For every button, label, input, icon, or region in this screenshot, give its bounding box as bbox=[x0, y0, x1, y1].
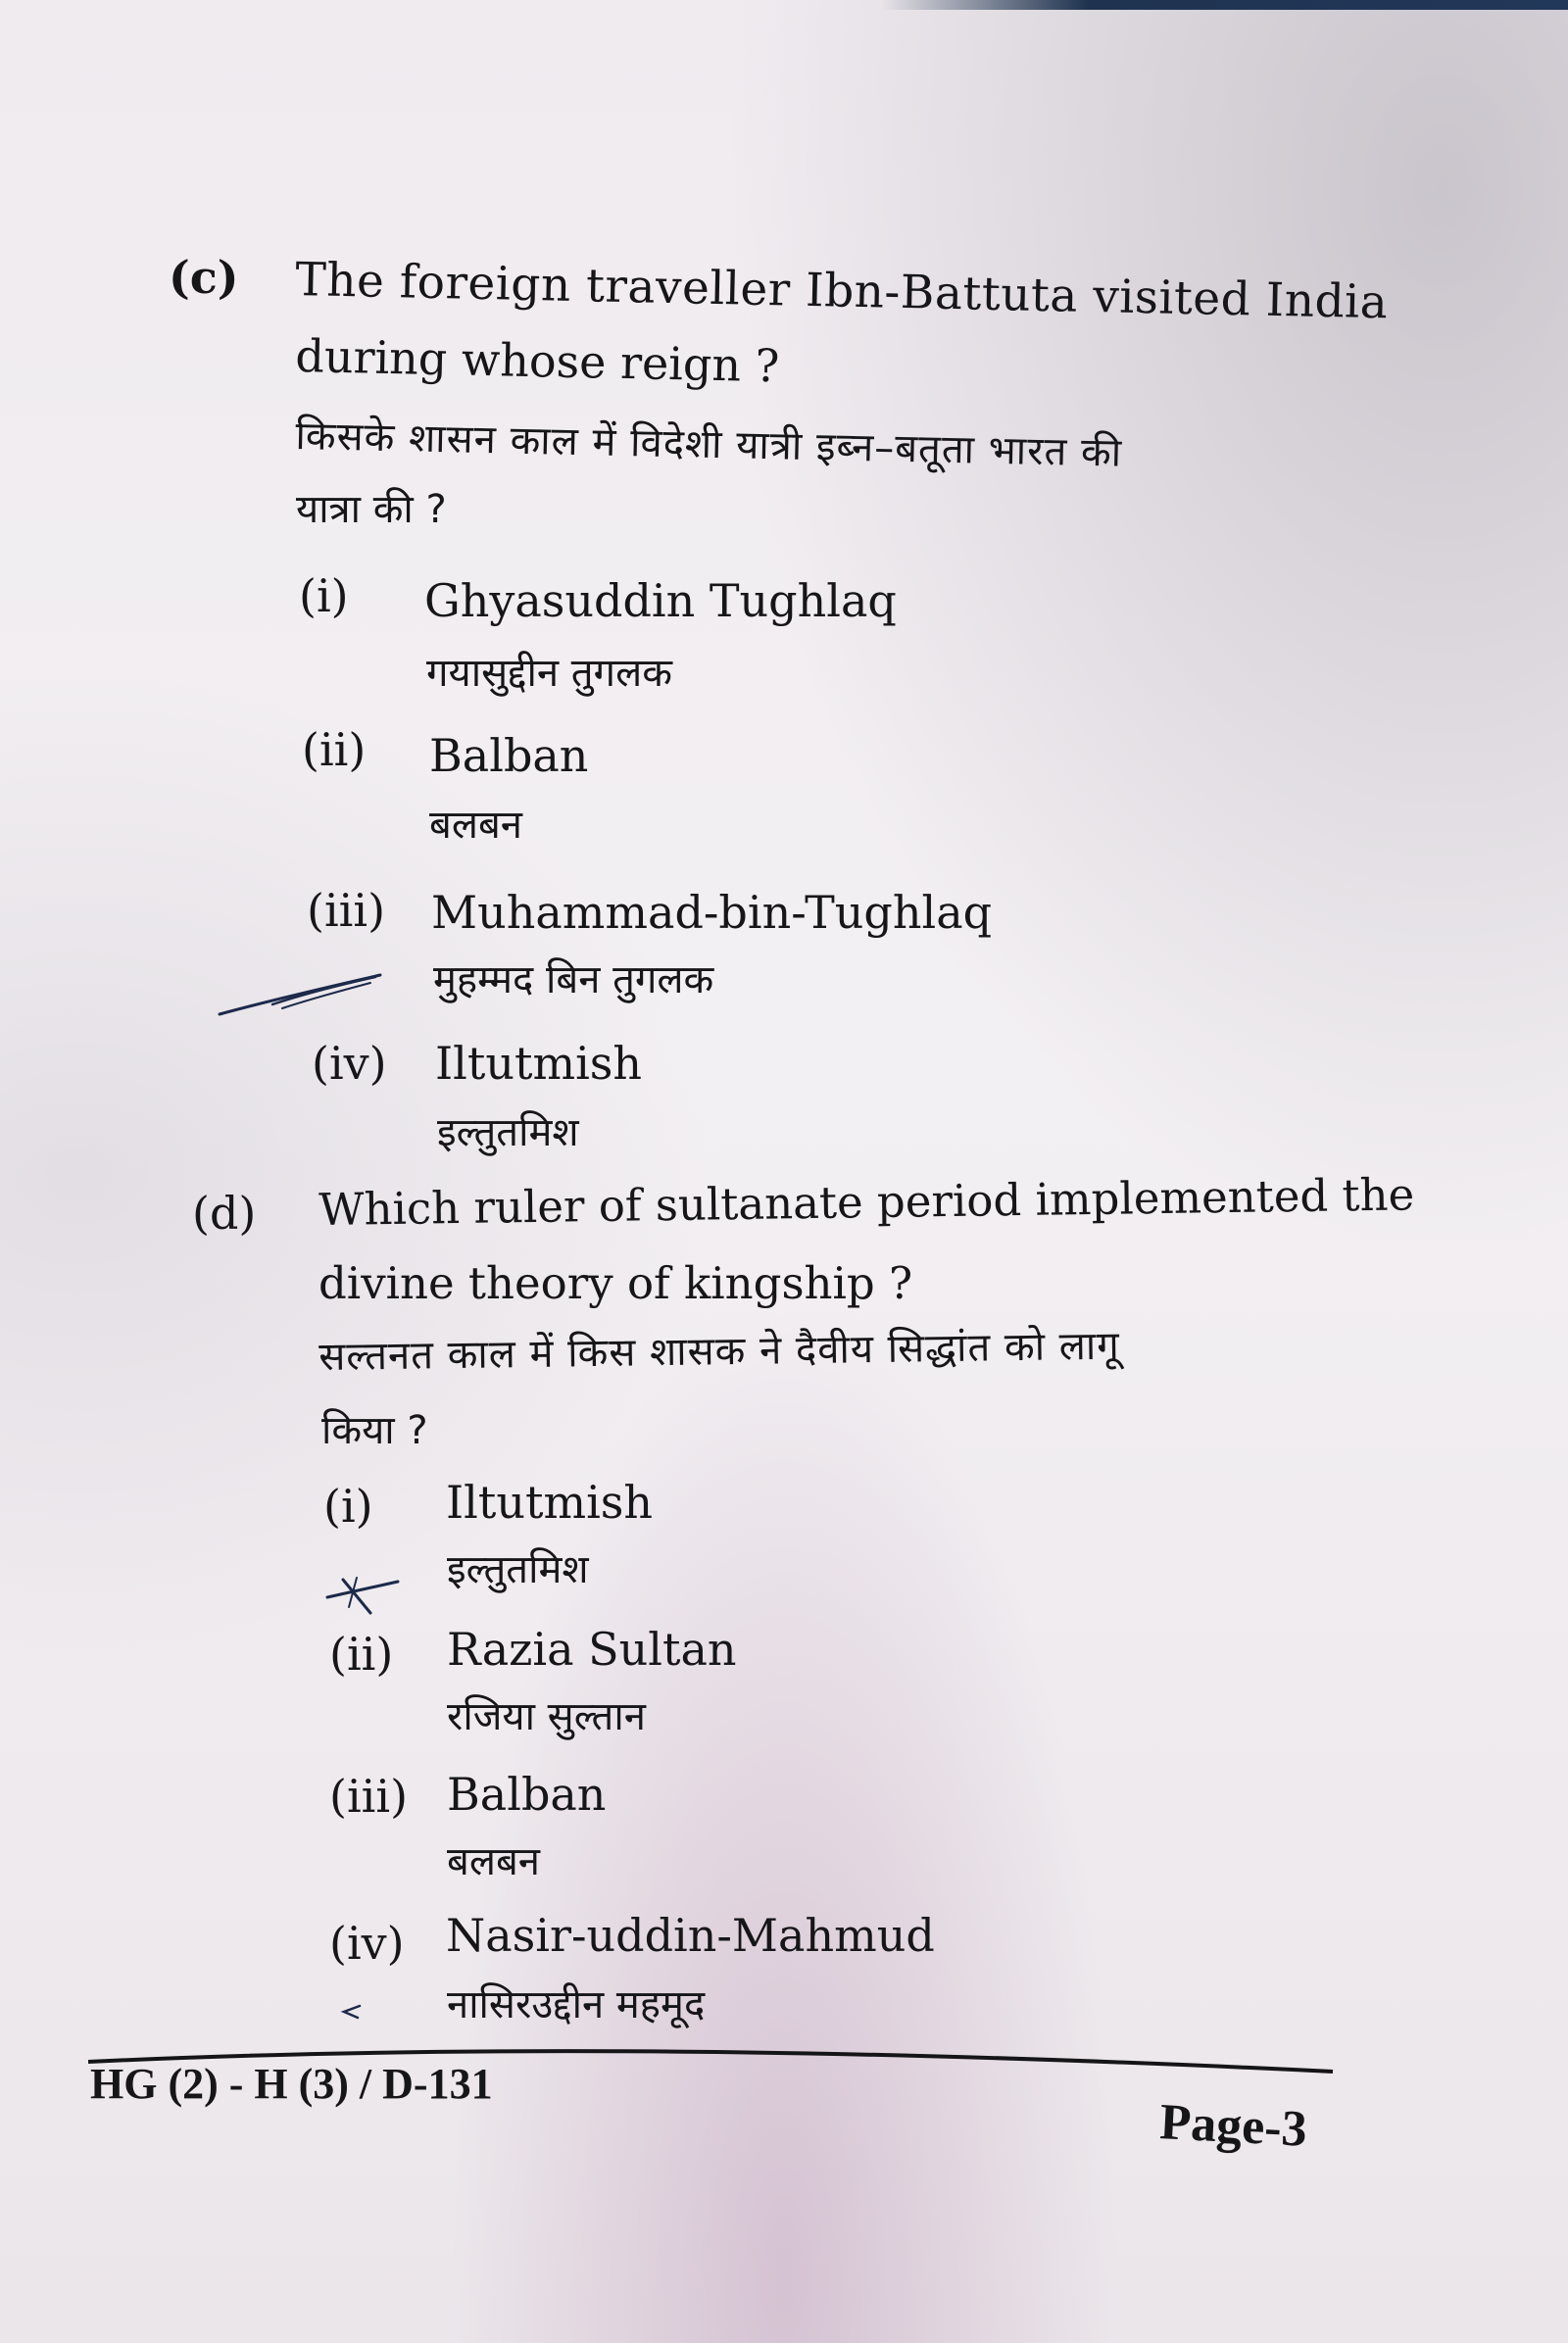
pen-cross-mark-icon bbox=[323, 1568, 402, 1617]
option-english: Muhammad-bin-Tughlaq bbox=[431, 886, 993, 939]
question-hindi-line: किसके शासन काल में विदेशी यात्री इब्न–बतूता भारत की bbox=[295, 414, 1123, 476]
option-number: (iv) bbox=[312, 1037, 387, 1090]
option-hindi: बलबन bbox=[447, 1839, 540, 1884]
question-english-line: during whose reign ? bbox=[294, 329, 780, 393]
option-number: (iii) bbox=[307, 884, 386, 937]
option-english: Iltutmish bbox=[446, 1476, 654, 1529]
option-english: Nasir-uddin-Mahmud bbox=[446, 1909, 935, 1962]
option-hindi: गयासुद्दीन तुगलक bbox=[426, 651, 672, 696]
pen-small-mark-icon bbox=[338, 2002, 368, 2022]
question-label: (d) bbox=[192, 1187, 257, 1240]
option-hindi: इल्तुतमिश bbox=[437, 1110, 579, 1155]
question-label: (c) bbox=[169, 251, 239, 304]
option-hindi: मुहम्मद बिन तुगलक bbox=[433, 957, 714, 1002]
option-english: Ghyasuddin Tughlaq bbox=[424, 574, 897, 627]
question-english-line: divine theory of kingship ? bbox=[318, 1257, 913, 1309]
option-hindi: नासिरउद्दीन महमूद bbox=[447, 1982, 706, 2027]
option-english: Iltutmish bbox=[435, 1037, 643, 1090]
question-hindi-line: सल्तनत काल में किस शासक ने दैवीय सिद्धांत को लागू bbox=[318, 1323, 1121, 1380]
question-english-line: Which ruler of sultanate period implemented the bbox=[318, 1168, 1415, 1236]
option-number: (ii) bbox=[329, 1628, 394, 1681]
option-number: (iv) bbox=[329, 1917, 405, 1970]
option-english: Balban bbox=[447, 1768, 607, 1821]
option-number: (i) bbox=[323, 1480, 373, 1533]
pen-answer-mark-icon bbox=[214, 965, 390, 1024]
option-number: (ii) bbox=[302, 723, 367, 776]
page-number: Page-3 bbox=[1158, 2094, 1309, 2158]
paper-code: HG (2) - H (3) / D-131 bbox=[90, 2060, 493, 2108]
question-hindi-line: किया ? bbox=[321, 1408, 428, 1453]
option-hindi: इल्तुतमिश bbox=[447, 1547, 589, 1592]
binder-edge bbox=[882, 0, 1568, 10]
question-english-line: The foreign traveller Ibn-Battuta visited India bbox=[294, 253, 1389, 330]
question-hindi-line: यात्रा की ? bbox=[296, 487, 447, 532]
option-hindi: बलबन bbox=[429, 803, 522, 848]
option-hindi: रजिया सुल्तान bbox=[447, 1694, 646, 1739]
option-english: Balban bbox=[429, 729, 589, 782]
option-number: (iii) bbox=[329, 1770, 409, 1823]
option-english: Razia Sultan bbox=[447, 1623, 737, 1676]
option-number: (i) bbox=[299, 569, 349, 622]
